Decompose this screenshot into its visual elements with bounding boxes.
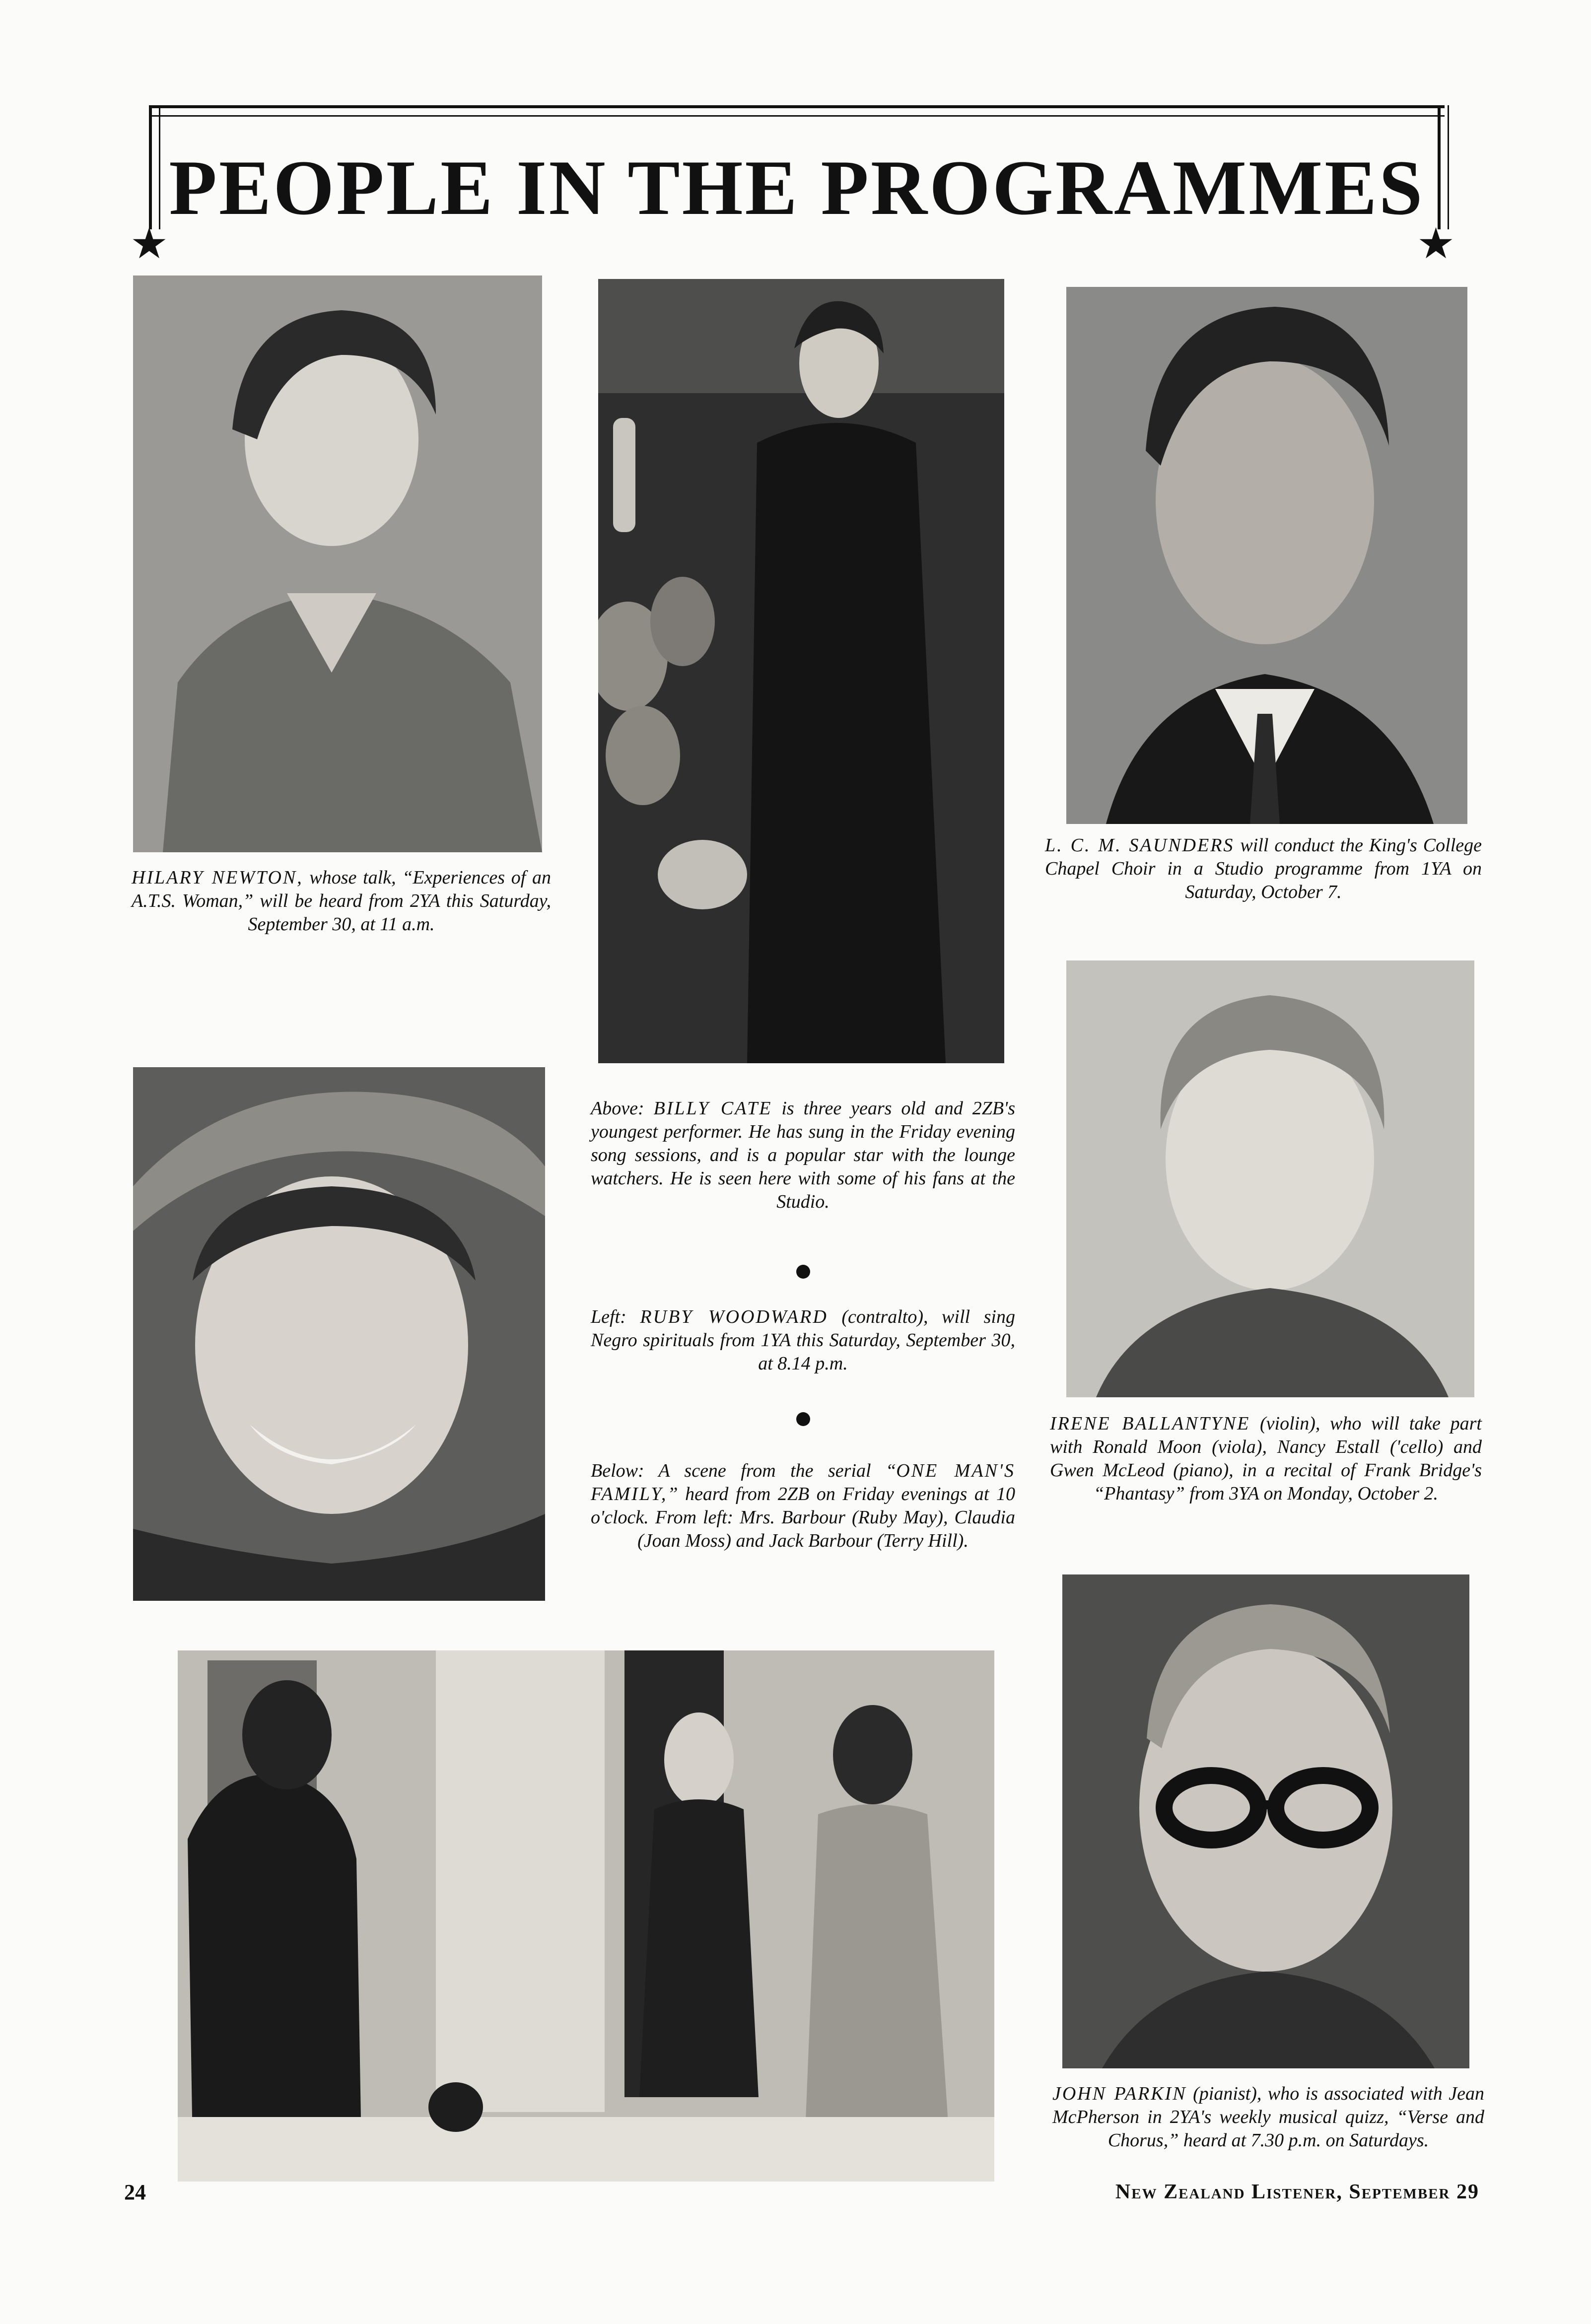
separator-bullet [796, 1265, 810, 1279]
caption-name: IRENE BALLANTYNE [1050, 1413, 1250, 1434]
page-number: 24 [124, 2180, 146, 2204]
header-frame-rule [149, 105, 1445, 117]
star-icon: ★ [130, 220, 169, 268]
publication-footer: New Zealand Listener, September 29 [1115, 2181, 1479, 2203]
caption-billy-cate [591, 1097, 1015, 1214]
header-frame-left-bracket [149, 105, 160, 229]
caption-text: will conduct the King's College Chapel Choir in a Studio programme from 1YA on Saturday, October 7. [1045, 835, 1482, 902]
caption-lead: Left: [591, 1306, 640, 1327]
photo-john-parkin [1062, 1574, 1469, 2068]
caption-text: (pianist), who is associated with Jean McPherson in 2YA's weekly musical quizz, “Verse and Chorus,” heard at 7.30 p.m. on Saturdays. [1052, 2083, 1485, 2151]
caption-name: BILLY CATE [653, 1098, 772, 1119]
caption-ruby-woodward [591, 1305, 1015, 1375]
caption-lcm-saunders [1045, 834, 1482, 904]
caption-lead: Below: A scene from the serial “ [591, 1460, 897, 1481]
caption-name: HILARY NEWTON, [132, 867, 303, 888]
photo-one-mans-family-scene [178, 1650, 994, 2182]
header-frame-right-bracket [1438, 105, 1449, 229]
caption-name: ONE MAN'S FAMILY, [591, 1460, 1015, 1504]
caption-text: ” heard from 2ZB on Friday evenings at 10 o'clock. From left: Mrs. Barbour (Ruby May), Claudia (Joan Moss) and Jack Barbour (Terry Hill). [591, 1484, 1015, 1551]
caption-text: (violin), who will take part with Ronald Moon (viola), Nancy Estall ('cello) and Gwen McLeod (piano), in a recital of Frank Bridge's “Phantasy” from 3YA on Monday, October 2. [1050, 1413, 1482, 1504]
caption-name: L. C. M. SAUNDERS [1045, 835, 1235, 856]
photo-hilary-newton [133, 275, 542, 852]
caption-name: JOHN PARKIN [1052, 2083, 1187, 2104]
caption-hilary-newton [132, 866, 551, 936]
caption-irene-ballantyne [1050, 1412, 1482, 1505]
caption-one-mans-family [591, 1459, 1015, 1553]
photo-lcm-saunders [1066, 287, 1467, 824]
separator-bullet [796, 1412, 810, 1426]
caption-text: (contralto), will sing Negro spirituals from 1YA this Saturday, September 30, at 8.14 p.m. [591, 1306, 1015, 1374]
caption-john-parkin [1052, 2082, 1484, 2152]
caption-name: RUBY WOODWARD [640, 1306, 828, 1327]
photo-billy-cate [598, 279, 1004, 1063]
photo-irene-ballantyne [1066, 960, 1474, 1397]
caption-text: whose talk, “Experiences of an A.T.S. Woman,” will be heard from 2YA this Saturday, September 30, at 11 a.m. [132, 867, 551, 935]
caption-text: is three years old and 2ZB's youngest performer. He has sung in the Friday evening song sessions, and is a popular star with the lounge watchers. He is seen here with some of his fans at the Studio. [591, 1098, 1015, 1212]
page-title: PEOPLE IN THE PROGRAMMES [169, 144, 1425, 231]
caption-lead: Above: [591, 1098, 654, 1119]
star-icon: ★ [1417, 220, 1455, 268]
photo-ruby-woodward [133, 1067, 545, 1601]
